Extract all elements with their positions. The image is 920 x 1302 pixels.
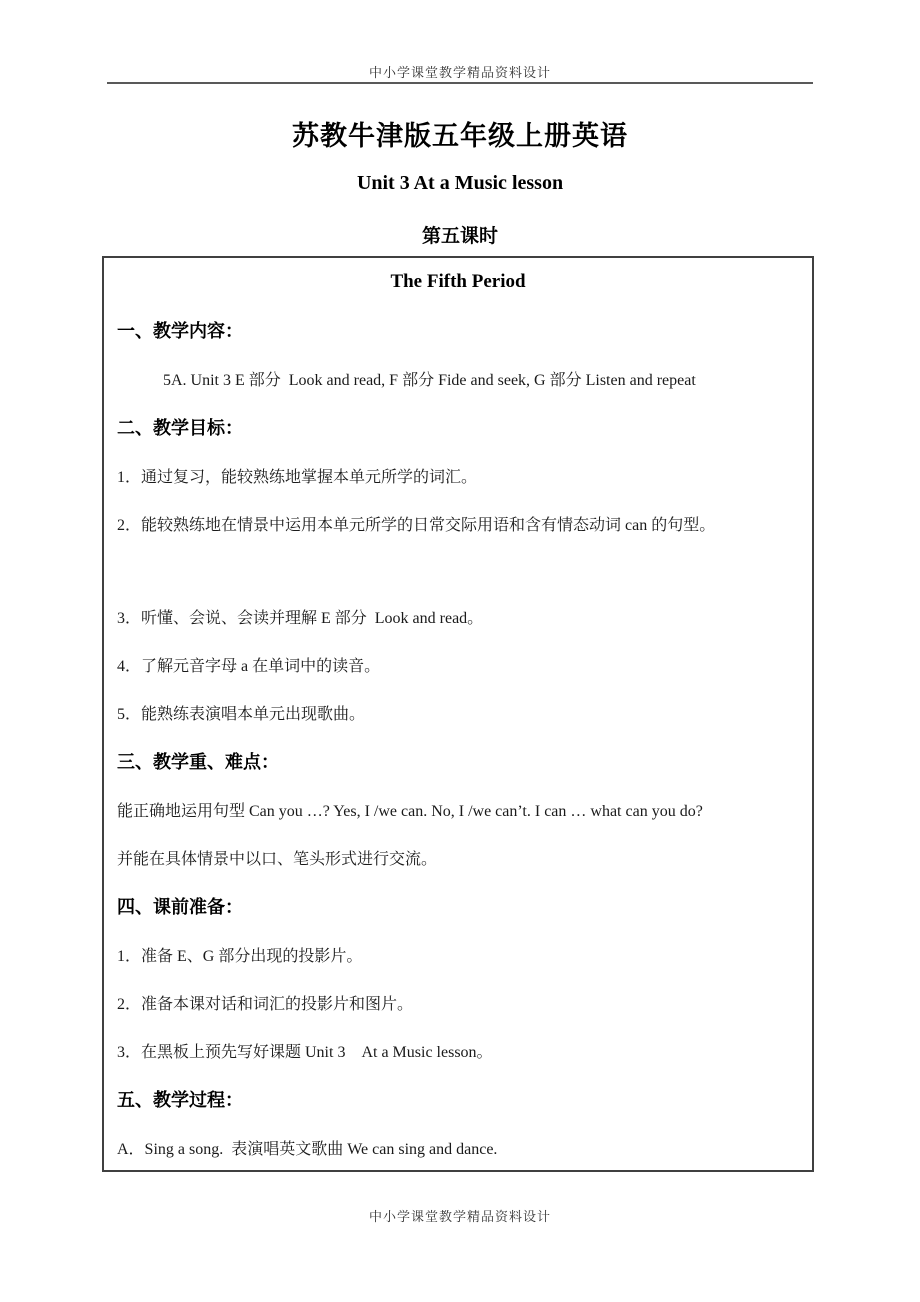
- paragraph: 能正确地运用句型 Can you …? Yes, I /we can. No, I /we can’t. I can … what can you do?: [117, 803, 703, 820]
- lesson-plan-box: [102, 256, 814, 1172]
- page-footer-text: 中小学课堂教学精品资料设计: [368, 1209, 551, 1224]
- paragraph: A．Sing a song. 表演唱英文歌曲 We can sing and dance.: [117, 1141, 498, 1158]
- paragraph: 3．在黑板上预先写好课题 Unit 3 At a Music lesson。: [117, 1044, 493, 1061]
- paragraph: 5A. Unit 3 E 部分 Look and read, F 部分 Fide and seek, G 部分 Listen and repeat: [163, 372, 696, 389]
- paragraph: 并能在具体情景中以口、笔头形式进行交流。: [117, 851, 438, 868]
- paragraph: 1．准备 E、G 部分出现的投影片。: [117, 948, 363, 965]
- paragraph: 4．了解元音字母 a 在单词中的读音。: [117, 658, 381, 675]
- unit-subtitle: Unit 3 At a Music lesson: [356, 172, 564, 194]
- section-heading-teaching-content: 一、教学内容：: [117, 321, 243, 341]
- paragraph: 1．通过复习，能较熟练地掌握本单元所学的词汇。: [117, 469, 478, 486]
- section-heading-teaching-process: 五、教学过程：: [117, 1090, 243, 1110]
- document-title: 苏教牛津版五年级上册英语: [292, 121, 628, 151]
- paragraph: 3．听懂、会说、会读并理解 E 部分 Look and read。: [117, 610, 484, 627]
- header-divider: [107, 82, 813, 84]
- page-header-text: 中小学课堂教学精品资料设计: [368, 65, 551, 80]
- section-heading-teaching-aims: 二、教学目标：: [117, 418, 243, 438]
- section-heading-key-points: 三、教学重、难点：: [117, 752, 279, 772]
- box-title: The Fifth Period: [390, 271, 526, 292]
- paragraph: 2．能较熟练地在情景中运用本单元所学的日常交际用语和含有情态动词 can 的句型。: [117, 517, 716, 534]
- paragraph: 5．能熟练表演唱本单元出现歌曲。: [117, 706, 366, 723]
- section-heading-preparation: 四、课前准备：: [117, 897, 243, 917]
- period-label: 第五课时: [421, 226, 498, 247]
- paragraph: 2．准备本课对话和词汇的投影片和图片。: [117, 996, 414, 1013]
